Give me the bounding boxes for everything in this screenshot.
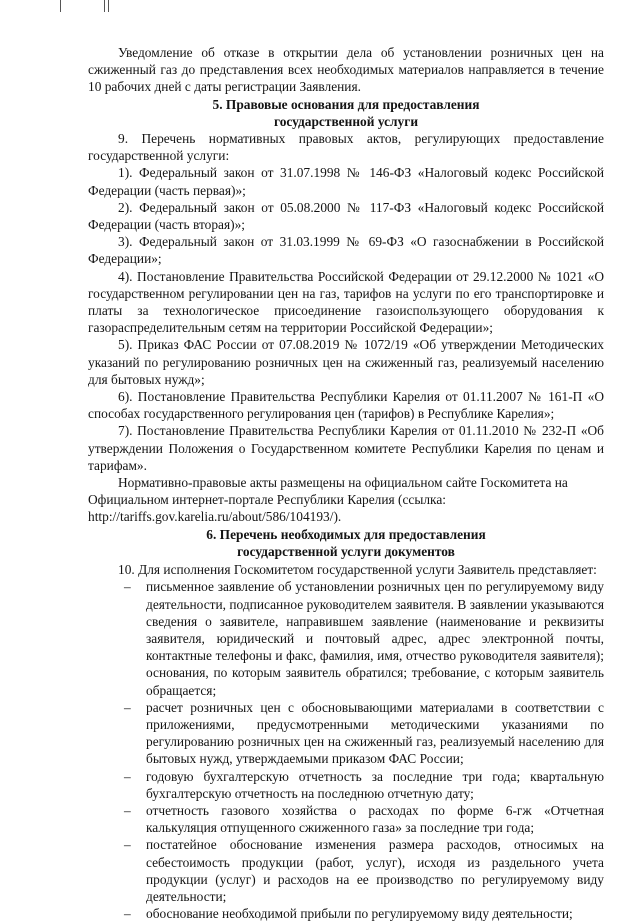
section-6-heading-line-2: государственной услуги документов (237, 543, 455, 559)
intro-paragraph: Уведомление об отказе в открытии дела об установлении розничных цен на сжиженный газ до представления всех необходимых материалов направляется в течение 10 рабочих дней с даты регистрации Заявления. (88, 45, 604, 95)
legal-act-6: 6). Постановление Правительства Республики Карелия от 01.11.2007 № 161-П «О способах государственного регулирования цен (тарифов) в Республике Карелия»; (88, 389, 604, 422)
required-documents-list (88, 578, 604, 922)
document-page (88, 44, 604, 922)
section-5-heading-line-2: государственной услуги (273, 113, 419, 129)
legal-act-5: 5). Приказ ФАС России от 07.08.2019 № 1072/19 «Об утверждении Методических указаний по регулированию розничных цен на сжиженный газ, реализуемый населению для бытовых нужд»; (88, 337, 604, 387)
section-6-heading-line-1: 6. Перечень необходимых для предоставления (206, 526, 486, 542)
list-item: – постатейное обоснование изменения размера расходов, относимых на себестоимость продукции (работ, услуг), исходя из раздельного учета продукции (услуг) и расходов на ее производство по регулируемому виду деятельности; (146, 836, 604, 905)
list-item: – годовую бухгалтерскую отчетность за последние три года; квартальную бухгалтерскую отчетность на последнюю отчетную дату; (146, 768, 604, 802)
list-item: – обоснование необходимой прибыли по регулируемому виду деятельности; (146, 905, 604, 922)
published-acts-note: Нормативно-правовые акты размещены на официальном сайте Госкомитета на Официальном интернет-портале Республики Карелия (ссылка: http://tariffs.gov.karelia.ru/about/586/104193/). (88, 475, 568, 525)
legal-act-3: 3). Федеральный закон от 31.03.1999 № 69-ФЗ «О газоснабжении в Российской Федерации»; (88, 234, 604, 267)
list-item: – расчет розничных цен с обосновывающими материалами в соответствии с приложениями, предусмотренными методическими указаниями по регулированию розничных цен на сжиженный газ, реализуемый населению для бытовых нужд, утверждаемыми приказом ФАС России; (146, 699, 604, 768)
legal-act-1: 1). Федеральный закон от 31.07.1998 № 146-ФЗ «Налоговый кодекс Российской Федерации (часть первая)»; (88, 165, 604, 198)
legal-act-7: 7). Постановление Правительства Республики Карелия от 01.11.2010 № 232-П «Об утверждении Положения о Государственном комитете Республики Карелия по ценам и тарифам». (88, 423, 604, 473)
scan-top-edge-marks (0, 0, 640, 14)
paragraph-9: 9. Перечень нормативных правовых актов, регулирующих предоставление государственной услуги: (88, 131, 604, 164)
paragraph-10: 10. Для исполнения Госкомитетом государственной услуги Заявитель представляет: (118, 562, 597, 578)
section-5-heading-line-1: 5. Правовые основания для предоставления (212, 96, 480, 112)
legal-act-4: 4). Постановление Правительства Российской Федерации от 29.12.2000 № 1021 «О государственном регулировании цен на газ, тарифов на услуги по его транспортировке и платы за технологическое присоединение газоиспользующего оборудования к газораспределительным сетям на территории Российской Федерации»; (88, 268, 604, 336)
list-item: – отчетность газового хозяйства о расходах по форме 6-гж «Отчетная калькуляция отпущенного сжиженного газа» за последние три года; (146, 802, 604, 836)
list-item: – письменное заявление об установлении розничных цен по регулируемому виду деятельности, подписанное руководителем заявителя. В заявлении указываются сведения о заявителе, направившем заявление (наименование и реквизиты заявителя, юридический и почтовый адрес, адрес электронной почты, контактные телефоны и факс, фамилия, имя, отчество руководителя заявителя); основания, по которым заявитель обратился; требование, с которым заявитель обращается; (146, 578, 604, 698)
legal-act-2: 2). Федеральный закон от 05.08.2000 № 117-ФЗ «Налоговый кодекс Российской Федерации (часть вторая)»; (88, 199, 604, 233)
